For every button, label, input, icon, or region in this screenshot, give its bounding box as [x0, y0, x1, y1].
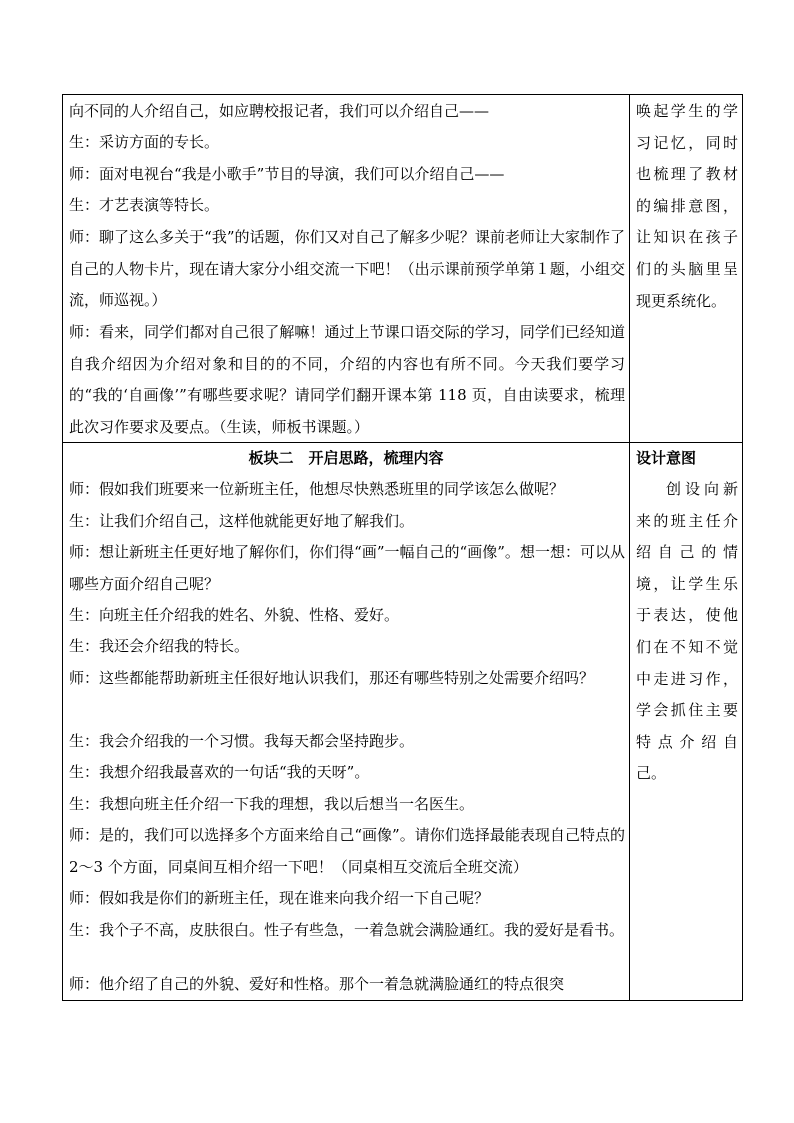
dialogue-line: 生：才艺表演等特长。 [69, 196, 220, 214]
dialogue-line: 师：看来，同学们都对自己很了解嘛！通过上节课口语交际的学习，同学们已经知道自我介绍因为介绍对象和目的的不同，介绍的内容也有所不同。今天我们要学习的“我的‘自画像’”有哪些要求呢？请同学们翻开课本第 118 页，自由读要求，梳理此次习作要求及要点。（生读，师板书课题。） [69, 323, 625, 436]
dialogue-line: 生：向班主任介绍我的姓名、外貌、性格、爱好。 [69, 606, 400, 624]
dialogue-line: 师：是的，我们可以选择多个方面来给自己“画像”。请你们选择最能表现自己特点的 2～3 个方面，同桌间互相介绍一下吧！（同桌相互交流后全班交流） [69, 826, 625, 876]
dialogue-line: 师：想让新班主任更好地了解你们，你们得“画”一幅自己的“画像”。想一想：可以从哪些方面介绍自己呢？ [69, 543, 625, 593]
column-divider [629, 95, 630, 1000]
dialogue-line: 生：让我们介绍自己，这样他就能更好地了解我们。 [69, 512, 415, 530]
dialogue-line: 生：采访方面的专长。 [69, 133, 220, 151]
dialogue-line: 生：我个子不高，皮肤很白。性子有些急，一着急就会满脸通红。我的爱好是看书。 [69, 921, 625, 939]
dialogue-line: 生：我会介绍我的一个习惯。我每天都会坚持跑步。 [69, 732, 415, 750]
dialogue-line: 师：聊了这么多关于“我”的话题，你们又对自己了解多少呢？课前老师让大家制作了自己的人物卡片，现在请大家分小组交流一下吧！（出示课前预学单第１题，小组交流，师巡视。） [69, 228, 625, 309]
dialogue-line: 师：假如我是你们的新班主任，现在谁来向我介绍一下自己呢？ [69, 889, 490, 907]
dialogue-line: 师：面对电视台“我是小歌手”节目的导演，我们可以介绍自己—— [69, 165, 505, 183]
design-note: 唤起学生的学习记忆，同时也梳理了教材的编排意图，让知识在孩子们的头脑里呈现更系统化。 [636, 102, 738, 310]
design-note: 创设向新来的班主任介绍自己的情境，让学生乐于表达，使他们在不知不觉中走进习作，学会抓住主要特点介绍自己。 [636, 480, 738, 783]
dialogue-line: 师：他介绍了自己的外貌、爱好和性格。那个一着急就满脸通红的特点很突 [69, 975, 565, 993]
dialogue-line: 生：我想介绍我最喜欢的一句话“我的天呀”。 [69, 763, 370, 781]
dialogue-line: 生：我想向班主任介绍一下我的理想，我以后想当一名医生。 [69, 795, 475, 813]
dialogue-line: 师：假如我们班要来一位新班主任，他想尽快熟悉班里的同学该怎么做呢？ [69, 480, 565, 498]
dialogue-line: 师：这些都能帮助新班主任很好地认识我们，那还有哪些特别之处需要介绍吗？ [69, 669, 595, 687]
design-intent-title: 设计意图 [636, 449, 697, 467]
dialogue-line: 生：我还会介绍我的特长。 [69, 637, 250, 655]
lesson-plan-table [62, 94, 743, 1001]
dialogue-line: 向不同的人介绍自己，如应聘校报记者，我们可以介绍自己—— [69, 102, 490, 120]
section-heading: 板块二 开启思路，梳理内容 [248, 449, 444, 467]
